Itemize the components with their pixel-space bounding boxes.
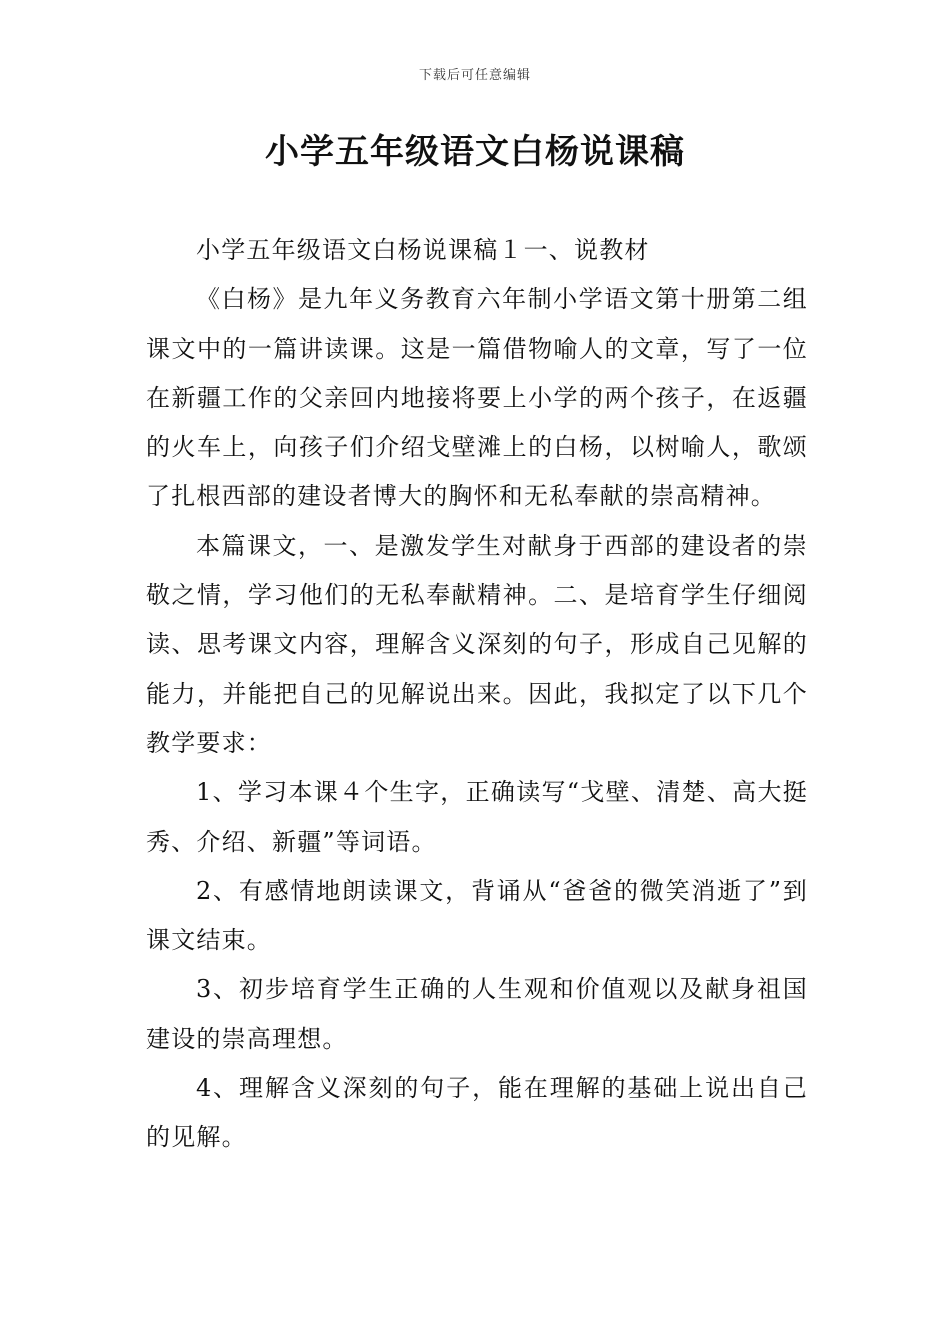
document-title: 小学五年级语文白杨说课稿 — [265, 132, 685, 172]
paragraph-intro: 《白杨》是九年义务教育六年制小学语文第十册第二组课文中的一篇讲读课。这是一篇借物喻人的文章，写了一位在新疆工作的父亲回内地接将要上小学的两个孩子，在返疆的火车上，向孩子们介绍戈壁滩上的白杨，以树喻人，歌颂了扎根西部的建设者博大的胸怀和无私奉献的崇高精神。 — [146, 285, 808, 511]
paragraph-item-3: 3、初步培育学生正确的人生观和价值观以及献身祖国建设的崇高理想。 — [146, 975, 808, 1053]
paragraph-item-2: 2、有感情地朗读课文，背诵从“爸爸的微笑消逝了”到课文结束。 — [146, 876, 808, 955]
paragraph-subtitle: 小学五年级语文白杨说课稿１一、说教材 — [196, 236, 650, 264]
paragraph-item-4: 4、理解含义深刻的句子，能在理解的基础上说出自己的见解。 — [146, 1074, 808, 1152]
header-note: 下载后可任意编辑 — [418, 68, 531, 83]
paragraph-goals: 本篇课文，一、是激发学生对献身于西部的建设者的崇敬之情，学习他们的无私奉献精神。二、是培育学生仔细阅读、思考课文内容，理解含义深刻的句子，形成自己见解的能力，并能把自己的见解说出来。因此，我拟定了以下几个教学要求： — [146, 531, 808, 757]
paragraph-item-1: 1、学习本课４个生字，正确读写“戈壁、清楚、高大挺秀、介绍、新疆”等词语。 — [146, 778, 808, 856]
document-body — [146, 226, 808, 1163]
